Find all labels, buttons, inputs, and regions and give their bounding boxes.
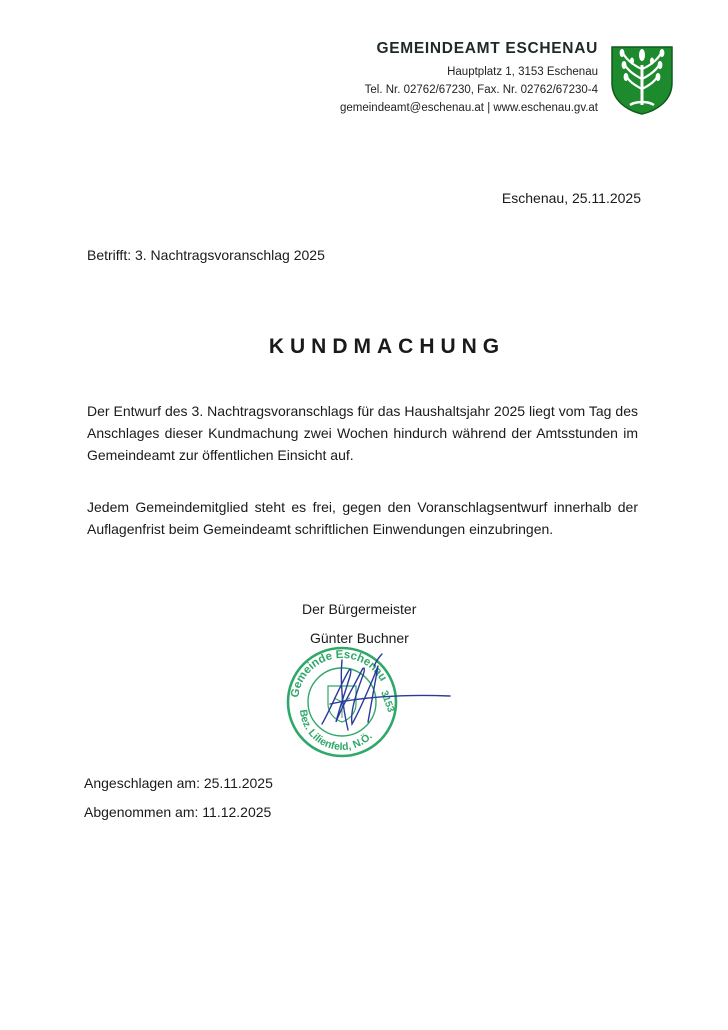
signer-name: Günter Buchner — [310, 630, 409, 646]
phone-fax-line: Tel. Nr. 02762/67230, Fax. Nr. 02762/67230-4 — [364, 84, 598, 96]
posted-date-line: Angeschlagen am: 25.11.2025 — [84, 775, 273, 791]
date-line: Eschenau, 25.11.2025 — [501, 190, 641, 206]
stamp-text-bottom: Bez. Lilienfeld, N.Ö. — [296, 708, 375, 754]
svg-text:Bez. Lilienfeld, N.Ö. — [297, 709, 375, 753]
removed-date-line: Abgenommen am: 11.12.2025 — [84, 804, 272, 820]
document-title: KUNDMACHUNG — [268, 335, 506, 358]
signer-role: Der Bürgermeister — [302, 601, 417, 617]
stamp-code: 3153 — [378, 689, 397, 714]
email-web-line: gemeindeamt@eschenau.at | www.eschenau.gv.at — [339, 102, 598, 114]
paragraph-1: Der Entwurf des 3. Nachtragsvoranschlags für das Haushaltsjahr 2025 liegt vom Tag des Anschlages dieser Kundmachung zwei Wochen hindurch während der Amtsstunden im Gemeindeamt zur öffentlichen Einsicht auf. — [87, 403, 638, 463]
organization-name: GEMEINDEAMT ESCHENAU — [376, 40, 598, 57]
tree-crest-icon — [610, 45, 674, 115]
paragraph-2: Jedem Gemeindemitglied steht es frei, gegen den Voranschlagsentwurf innerhalb der Auflagenfrist beim Gemeindeamt schriftlichen Einwendungen einzubringen. — [87, 499, 638, 537]
official-stamp-with-signature — [278, 642, 454, 762]
letterhead — [340, 40, 598, 117]
subject-line: Betrifft: 3. Nachtragsvoranschlag 2025 — [87, 247, 325, 263]
address-line: Hauptplatz 1, 3153 Eschenau — [447, 66, 598, 78]
stamp-text-top: Gemeinde Eschenau — [289, 648, 389, 699]
